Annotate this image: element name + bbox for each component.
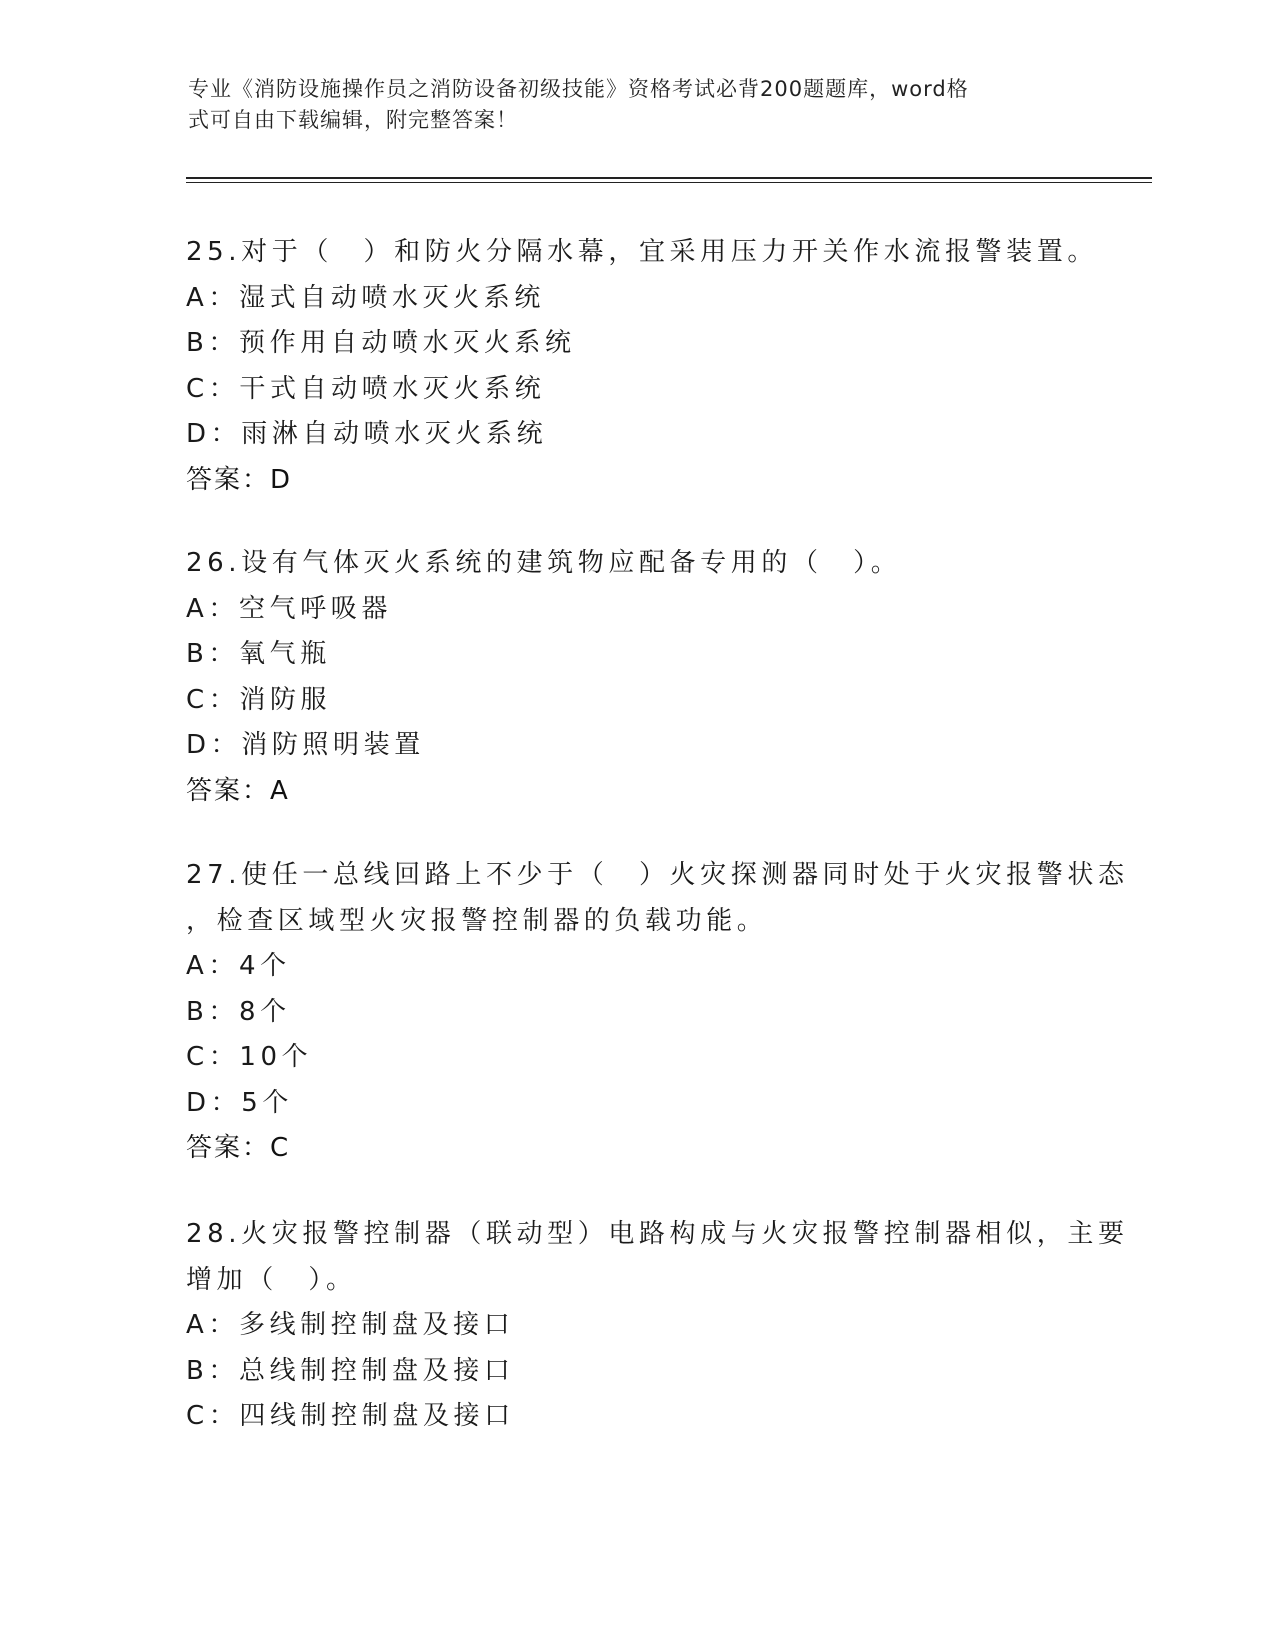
option-b: B：8个 [186, 996, 291, 1027]
option-b: B：氧气瓶 [186, 639, 331, 669]
option-d: D：5个 [186, 1087, 293, 1118]
option-b: B：总线制控制盘及接口 [186, 1355, 515, 1386]
option-a: A：空气呼吸器 [186, 593, 392, 624]
question-28 [186, 1212, 1129, 1440]
option-c: C：四线制控制盘及接口 [186, 1401, 515, 1431]
header-divider-thin [186, 182, 1152, 183]
option-c: C：10个 [186, 1042, 313, 1072]
question-stem: 28.火灾报警控制器（联动型）电路构成与火灾报警控制器相似，主要 [186, 1219, 1129, 1249]
option-d: D：雨淋自动喷水灭火系统 [186, 419, 548, 449]
question-stem-continued: 增加（ ）。 [186, 1264, 357, 1295]
option-c: C：干式自动喷水灭火系统 [186, 373, 546, 404]
document-header [188, 74, 1068, 136]
option-a: A：湿式自动喷水灭火系统 [186, 282, 545, 313]
question-stem: 25.对于（ ）和防火分隔水幕，宜采用压力开关作水流报警装置。 [186, 237, 1098, 267]
header-divider-thick [186, 177, 1152, 179]
option-a: A：多线制控制盘及接口 [186, 1310, 515, 1340]
header-line-1: 专业《消防设施操作员之消防设备初级技能》资格考试必背200题题库，word格 [188, 77, 969, 101]
option-b: B：预作用自动喷水灭火系统 [186, 328, 576, 358]
question-26 [186, 541, 1086, 814]
answer-line: 答案：D [186, 464, 293, 495]
question-27 [186, 853, 1129, 1172]
option-a: A：4个 [186, 951, 291, 981]
answer-line: 答案：C [186, 1133, 291, 1163]
question-stem: 27.使任一总线回路上不少于（ ）火灾探测器同时处于火灾报警状态 [186, 860, 1129, 890]
header-line-2: 式可自由下载编辑，附完整答案！ [188, 108, 518, 132]
question-stem: 26.设有气体灭火系统的建筑物应配备专用的（ ）。 [186, 548, 902, 578]
question-stem-continued: ，检查区域型火灾报警控制器的负载功能。 [186, 905, 768, 936]
answer-line: 答案：A [186, 775, 290, 806]
question-25 [186, 230, 1098, 503]
option-c: C：消防服 [186, 684, 332, 715]
option-d: D：消防照明装置 [186, 730, 425, 760]
